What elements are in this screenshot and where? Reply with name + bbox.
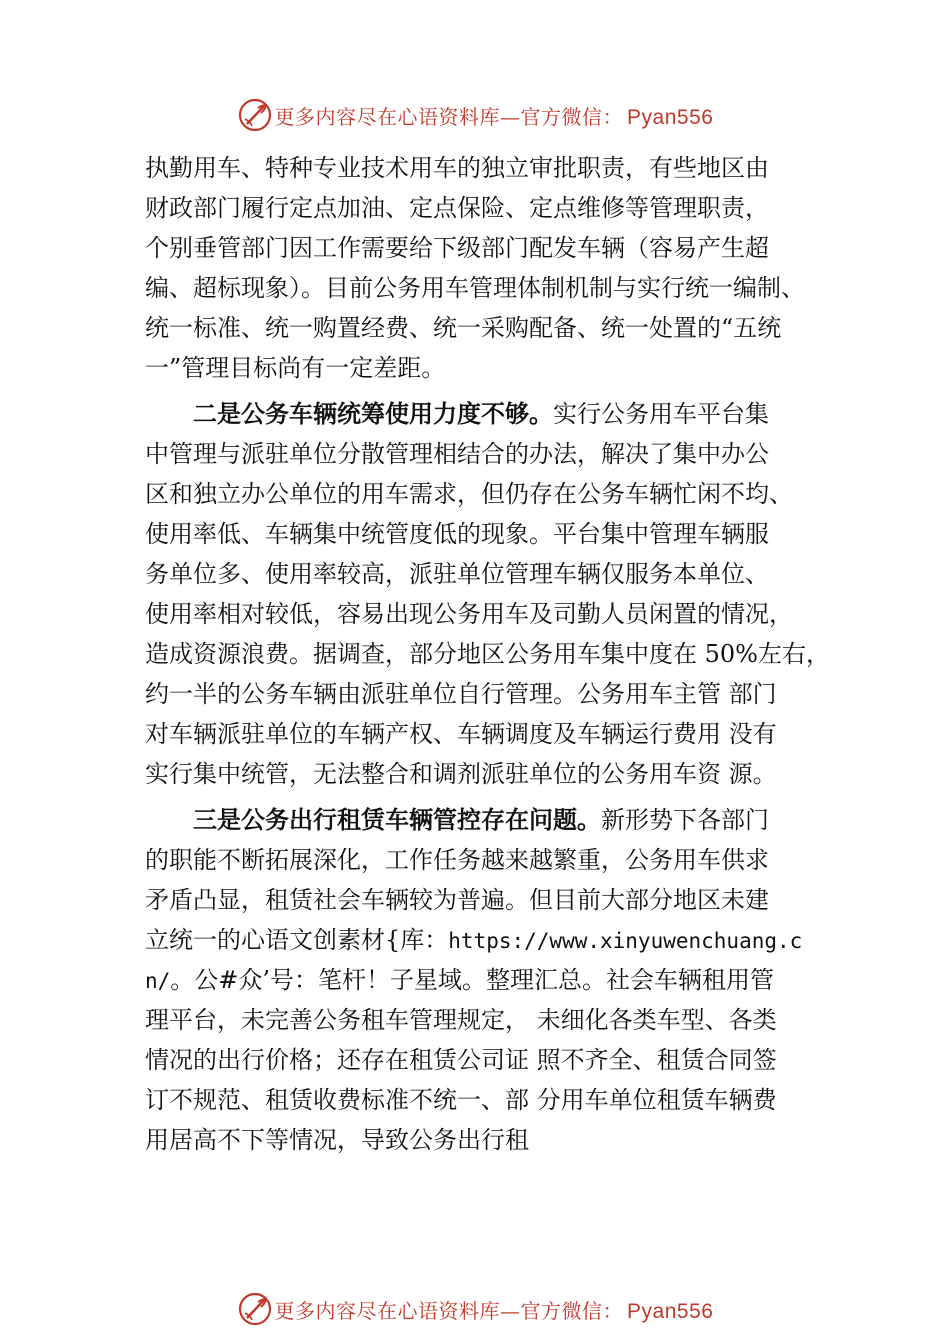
footer-banner <box>0 1289 950 1329</box>
paragraph-2 <box>145 394 845 794</box>
document-body <box>145 148 845 1160</box>
text-line: 实行集中统管，无法整合和调剂派驻单位的公务用车资 源。 <box>145 760 777 788</box>
banner-wechat-id: Pyan556 <box>627 105 714 129</box>
text-line: 造成资源浪费。据调查，部分地区公务用车集中度在 50%左右， <box>145 640 830 668</box>
banner-wechat-label: 官方微信： <box>520 104 624 129</box>
text-line: 区和独立办公单位的用车需求，但仍存在公务车辆忙闲不均、 <box>145 480 793 508</box>
text-line: 个别垂管部门因工作需要给下级部门配发车辆（容易产生超 <box>145 234 769 262</box>
paragraph-3 <box>145 800 845 1160</box>
banner-wechat-id: Pyan556 <box>627 1299 714 1323</box>
banner-dash: — <box>500 1298 521 1323</box>
text-line: 一”管理目标尚有一定差距。 <box>145 354 446 382</box>
text-line: 用居高不下等情况，导致公务出行租 <box>145 1126 529 1154</box>
text-line: 约一半的公务车辆由派驻单位自行管理。公务用车主管 部门 <box>145 680 777 708</box>
banner-main-text: 更多内容尽在心语资料库 <box>274 104 501 129</box>
text-line: 使用率相对较低，容易出现公务用车及司勤人员闲置的情况， <box>145 600 793 628</box>
text-line: 务单位多、使用率较高，派驻单位管理车辆仅服务本单位、 <box>145 560 769 588</box>
banner-main-text: 更多内容尽在心语资料库 <box>274 1298 501 1323</box>
heading-rest: 新形势下各部门 <box>601 806 769 834</box>
paragraph-heading: 三是公务出行租赁车辆管控存在问题。 <box>193 806 601 834</box>
text-line: 订不规范、租赁收费标准不统一、部 分用车单位租赁车辆费 <box>145 1086 777 1114</box>
heading-rest: 实行公务用车平台集 <box>553 400 769 428</box>
text-line: 编、超标现象）。目前公务用车管理体制机制与实行统一编制、 <box>145 274 805 302</box>
text-line: 执勤用车、特种专业技术用车的独立审批职责，有些地区由 <box>145 154 769 182</box>
quill-logo-icon <box>237 97 273 133</box>
paragraph-heading: 二是公务车辆统筹使用力度不够。 <box>193 400 553 428</box>
banner-wechat-label: 官方微信： <box>520 1298 624 1323</box>
text-line-with-url <box>145 960 845 1000</box>
text-line: 财政部门履行定点加油、定点保险、定点维修等管理职责， <box>145 194 769 222</box>
text-line: 中管理与派驻单位分散管理相结合的办法，解决了集中办公 <box>145 440 769 468</box>
text-line: 使用率低、车辆集中统管度低的现象。平台集中管理车辆服 <box>145 520 769 548</box>
text-line: 情况的出行价格；还存在租赁公司证 照不齐全、租赁合同签 <box>145 1046 777 1074</box>
url-text-continued: n/ <box>145 969 171 993</box>
text-line-with-url <box>145 920 845 960</box>
url-text: https://www.xinyuwenchuang.c <box>448 929 803 953</box>
text-line: 对车辆派驻单位的车辆产权、车辆调度及车辆运行费用 没有 <box>145 720 777 748</box>
banner-dash: — <box>500 104 521 129</box>
quill-logo-icon <box>237 1291 273 1327</box>
paragraph-first-line <box>145 800 845 840</box>
paragraph-first-line <box>145 394 845 434</box>
url-line-prefix: 立统一的心语文创素材{库： <box>145 926 449 954</box>
url-line-rest: 。公#众’号：笔杆！子星域。整理汇总。社会车辆租用管 <box>170 966 775 994</box>
header-banner <box>0 95 950 135</box>
text-line: 的职能不断拓展深化，工作任务越来越繁重，公务用车供求 <box>145 846 769 874</box>
text-line: 理平台，未完善公务租车管理规定， 未细化各类车型、各类 <box>145 1006 777 1034</box>
paragraph-1 <box>145 148 845 388</box>
text-line: 矛盾凸显，租赁社会车辆较为普遍。但目前大部分地区未建 <box>145 886 769 914</box>
text-line: 统一标准、统一购置经费、统一采购配备、统一处置的“五统 <box>145 314 782 342</box>
